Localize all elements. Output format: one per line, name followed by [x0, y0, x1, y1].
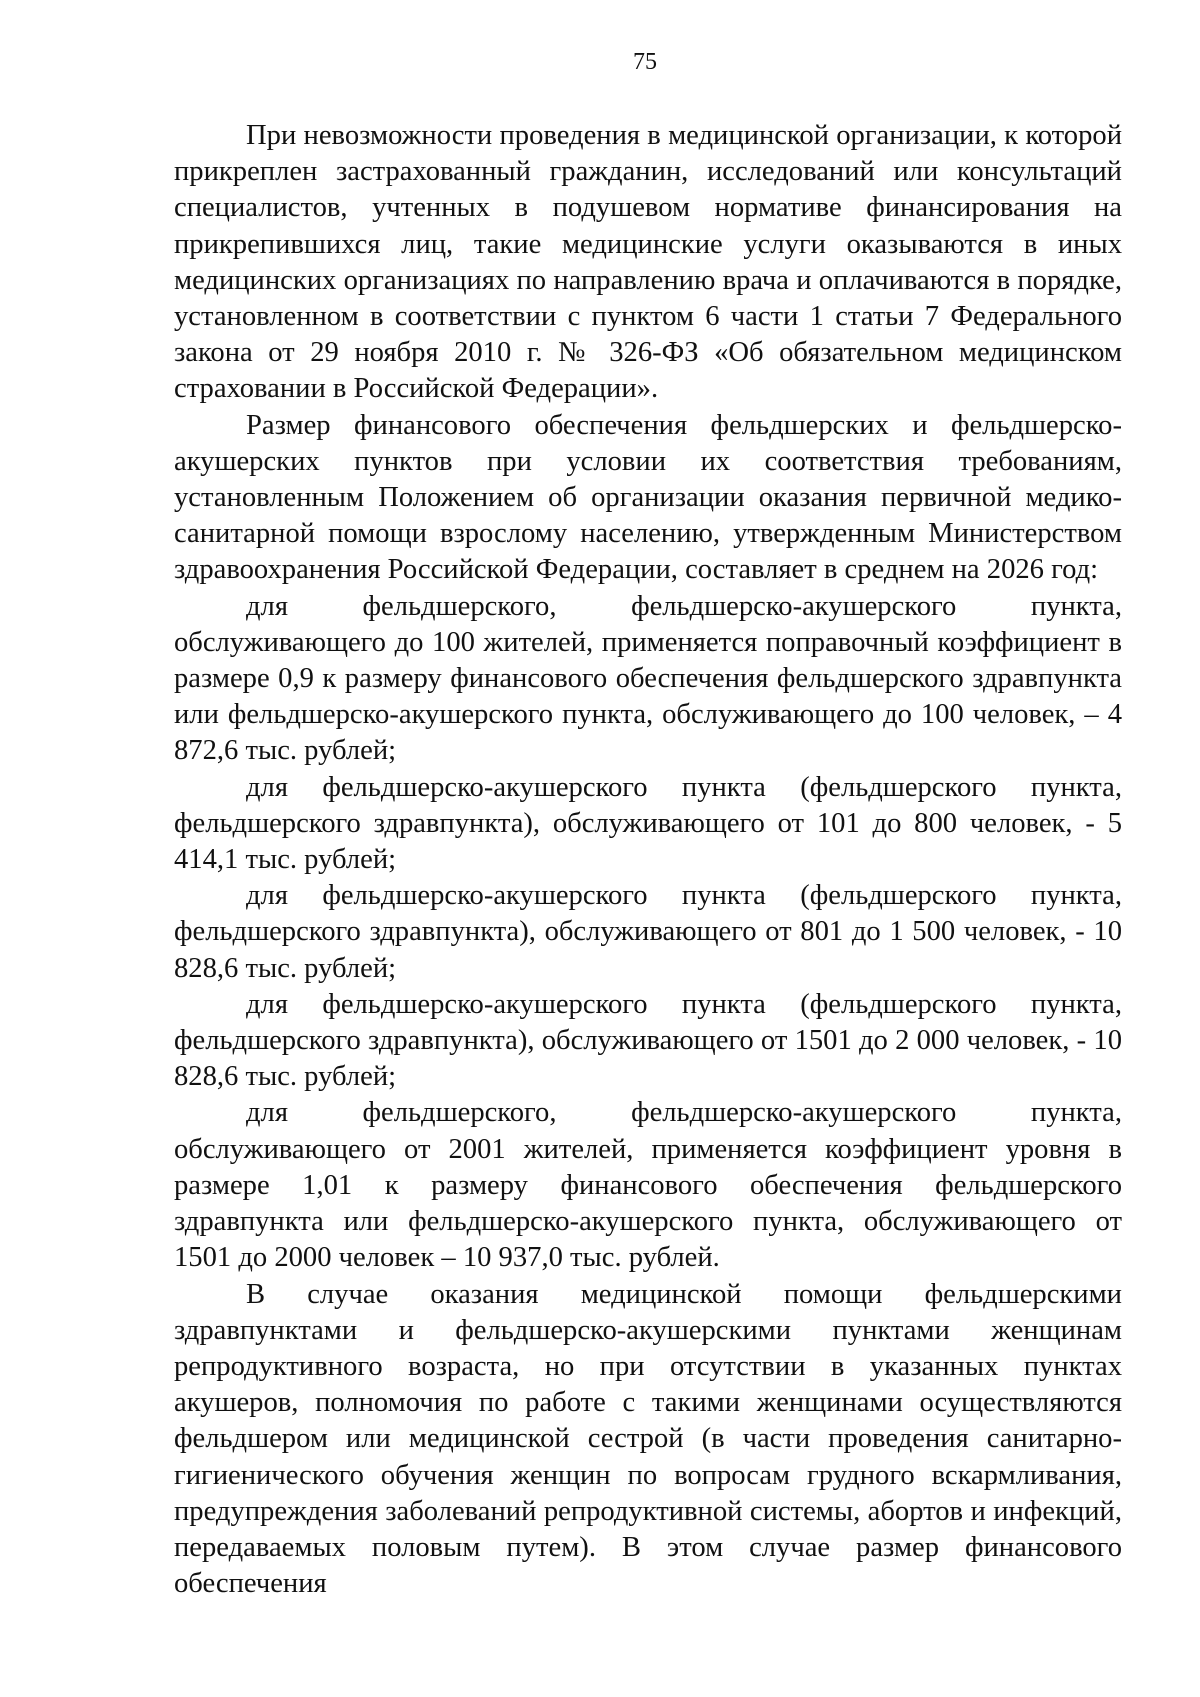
page-number: 75: [633, 49, 657, 75]
paragraph-801-to-1500: для фельдшерско-акушерского пункта (фельдшерского пункта, фельдшерского здравпункта), обслуживающего от 801 до 1 500 человек, - 10 828,6 тыс. рублей;: [174, 880, 1122, 984]
paragraph-reproductive-age-women: В случае оказания медицинской помощи фельдшерскими здравпунктами и фельдшерско-акушерскими пунктами женщинам репродуктивного возраста, но при отсутствии в указанных пунктах акушеров, полномочия по работе с такими женщинами осуществляются фельдшером или медицинской сестрой (в части проведения санитарно-гигиенического обучения женщин по вопросам грудного вскармливания, предупреждения заболеваний репродуктивной системы, абортов и инфекций, передаваемых половым путем). В этом случае размер финансового обеспечения: [174, 1278, 1122, 1600]
paragraph-from-2001-residents: для фельдшерского, фельдшерско-акушерского пункта, обслуживающего от 2001 жителей, применяется коэффициент уровня в размере 1,01 к размеру финансового обеспечения фельдшерского здравпункта или фельдшерско-акушерского пункта, обслуживающего от 1501 до 2000 человек – 10 937,0 тыс. рублей.: [174, 1097, 1122, 1274]
paragraph-101-to-800: для фельдшерско-акушерского пункта (фельдшерского пункта, фельдшерского здравпункта), обслуживающего от 101 до 800 человек, - 5 414,1 тыс. рублей;: [174, 771, 1122, 876]
paragraph-up-to-100-residents: для фельдшерского, фельдшерско-акушерского пункта, обслуживающего до 100 жителей, применяется поправочный коэффициент в размере 0,9 к размеру финансового обеспечения фельдшерского здравпункта или фельдшерско-акушерского пункта, обслуживающего до 100 человек, – 4 872,6 тыс. рублей;: [174, 590, 1122, 767]
document-body: [174, 118, 1122, 1602]
paragraph-referral-services: При невозможности проведения в медицинской организации, к которой прикреплен застрахованный гражданин, исследований или консультаций специалистов, учтенных в подушевом нормативе финансирования на прикрепившихся лиц, такие медицинские услуги оказываются в иных медицинских организациях по направлению врача и оплачиваются в порядке, установленном в соответствии с пунктом 6 части 1 статьи 7 Федерального закона от 29 ноября 2010 г. № 326-ФЗ «Об обязательном медицинском страховании в Российской Федерации».: [174, 120, 1122, 405]
paragraph-1501-to-2000: для фельдшерско-акушерского пункта (фельдшерского пункта, фельдшерского здравпункта), обслуживающего от 1501 до 2 000 человек, - 10 828,6 тыс. рублей;: [174, 988, 1122, 1093]
paragraph-financing-size: Размер финансового обеспечения фельдшерских и фельдшерско-акушерских пунктов при условии их соответствия требованиям, установленным Положением об организации оказания первичной медико-санитарной помощи взрослому населению, утвержденным Министерством здравоохранения Российской Федерации, составляет в среднем на 2026 год:: [174, 409, 1122, 586]
